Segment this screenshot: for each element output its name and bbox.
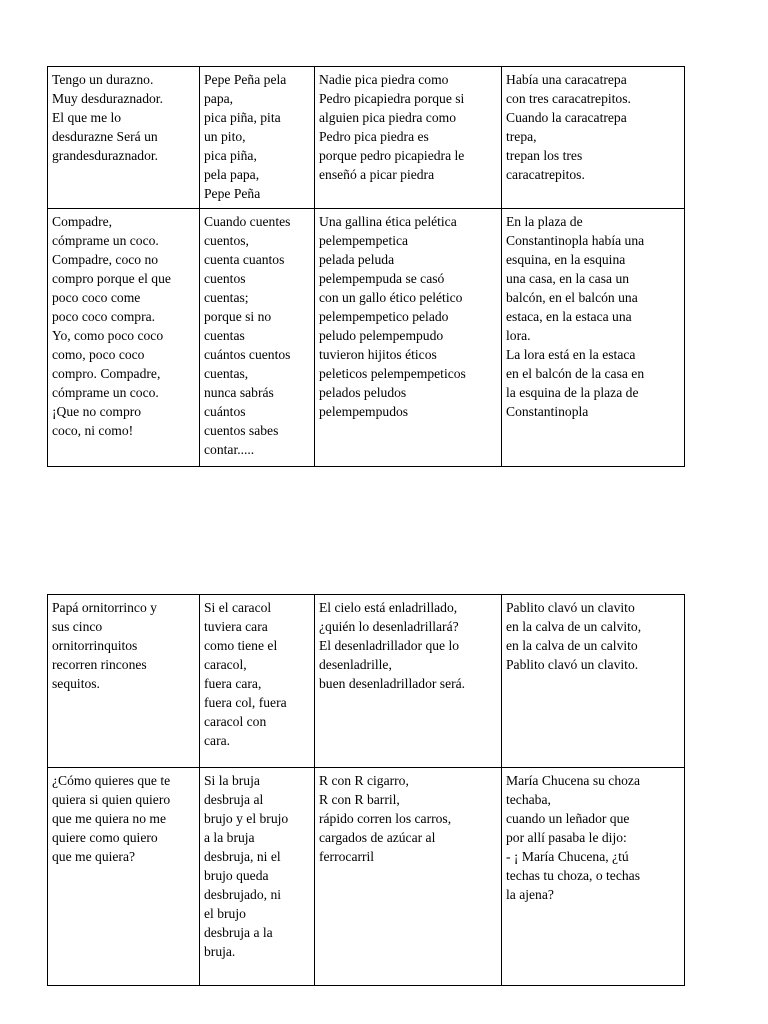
table-row <box>48 209 685 467</box>
table-cell-constantinopla: En la plaza de Constantinopla había una esquina, en la esquina una casa, en la casa un balcón, en el balcón una estaca, en la estaca una lora. La lora está en la estaca en el balcón de la casa en la esquina de la plaza de Constantinopla <box>502 209 685 467</box>
table-cell-caracol: Si el caracol tuviera cara como tiene el caracol, fuera cara, fuera col, fuera caracol con cara. <box>200 595 315 768</box>
table-cell-gallina-etica: Una gallina ética pelética pelempempetica pelada peluda pelempempuda se casó con un gallo ético pelético pelempempetico pelado peludo pelempempudo tuvieron hijitos éticos peleticos pelempempeticos pelados peludos pelempempudos <box>315 209 502 467</box>
tongue-twister-table-top <box>47 66 685 467</box>
table-cell-pedro-picapiedra: Nadie pica piedra como Pedro picapiedra porque si alguien pica piedra como Pedro pica piedra es porque pedro picapiedra le enseñó a picar piedra <box>315 67 502 209</box>
table-cell-r-con-r: R con R cigarro, R con R barril, rápido corren los carros, cargados de azúcar al ferrocarril <box>315 768 502 986</box>
table-cell-maria-chucena: María Chucena su choza techaba, cuando un leñador que por allí pasaba le dijo: - ¡ María Chucena, ¿tú techas tu choza, o techas la ajena? <box>502 768 685 986</box>
table-cell-bruja: Si la bruja desbruja al brujo y el brujo a la bruja desbruja, ni el brujo queda desbrujado, ni el brujo desbruja a la bruja. <box>200 768 315 986</box>
table-cell-pablito-clavito: Pablito clavó un clavito en la calva de un calvito, en la calva de un calvito Pablito clavó un clavito. <box>502 595 685 768</box>
table-cell-pepe-pena: Pepe Peña pela papa, pica piña, pita un pito, pica piña, pela papa, Pepe Peña <box>200 67 315 209</box>
table-cell-cuentos: Cuando cuentes cuentos, cuenta cuantos cuentos cuentas; porque si no cuentas cuántos cuentos cuentas, nunca sabrás cuántos cuentos sabes contar..... <box>200 209 315 467</box>
table-row <box>48 595 685 768</box>
table-cell-enladrillado: El cielo está enladrillado, ¿quién lo desenladrillará? El desenladrillador que lo desenladrille, buen desenladrillador será. <box>315 595 502 768</box>
table-row <box>48 768 685 986</box>
table-cell-caracatrepa: Había una caracatrepa con tres caracatrepitos. Cuando la caracatrepa trepa, trepan los tres caracatrepitos. <box>502 67 685 209</box>
table-row <box>48 67 685 209</box>
table-cell-ornitorrinco: Papá ornitorrinco y sus cinco ornitorrinquitos recorren rincones sequitos. <box>48 595 200 768</box>
table-cell-durazno: Tengo un durazno. Muy desduraznador. El que me lo desdurazne Será un grandesduraznador. <box>48 67 200 209</box>
table-cell-como-quieres: ¿Cómo quieres que te quiera si quien quiero que me quiera no me quiere como quiero que me quiera? <box>48 768 200 986</box>
table-cell-compadre-coco: Compadre, cómprame un coco. Compadre, coco no compro porque el que poco coco come poco coco compra. Yo, como poco coco como, poco coco compro. Compadre, cómprame un coco. ¡Que no compro coco, ni como! <box>48 209 200 467</box>
tongue-twister-table-bottom <box>47 594 685 986</box>
